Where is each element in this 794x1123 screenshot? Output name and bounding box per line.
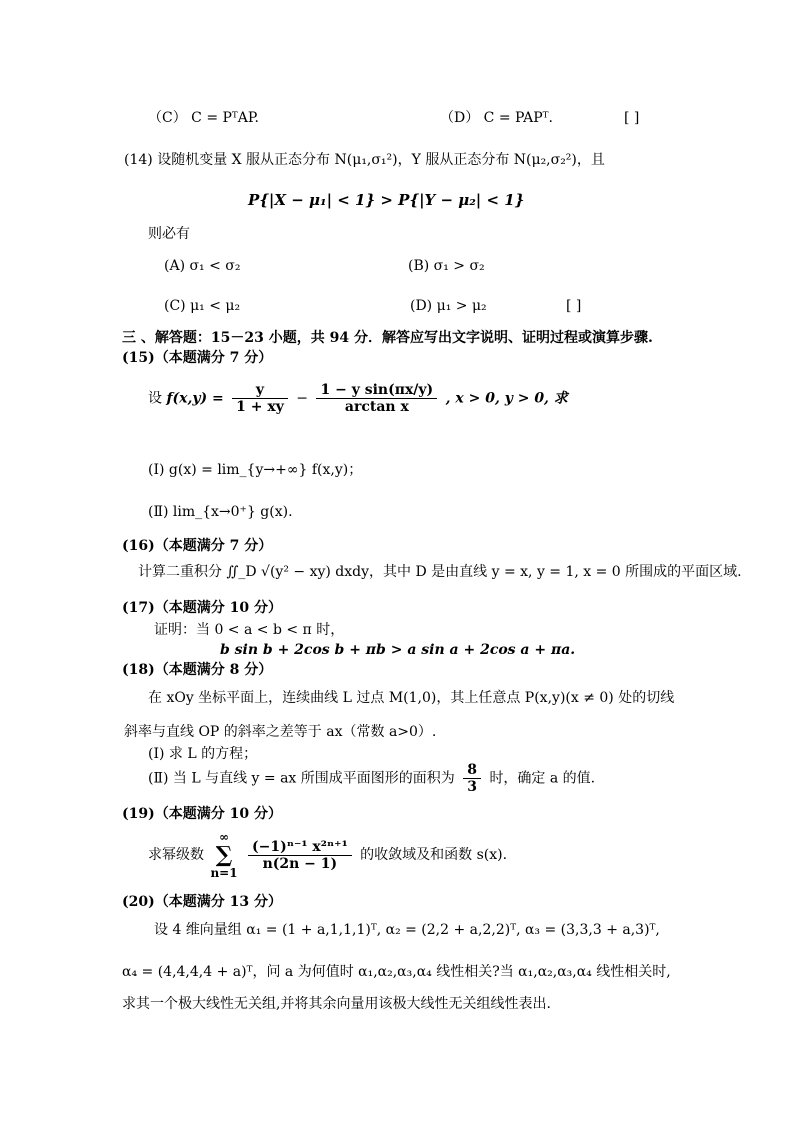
q14-answer-bracket: [ ] — [566, 298, 582, 314]
q18-line-1: 在 xOy 坐标平面上，连续曲线 L 过点 M(1,0)，其上任意点 P(x,y)(x ≠ 0) 处的切线 — [148, 690, 675, 706]
q20-title: (20)（本题满分 13 分） — [122, 894, 282, 910]
q14-formula: P{|X − μ₁| < 1} > P{|Y − μ₂| < 1} — [248, 191, 525, 209]
q18-title: (18)（本题满分 8 分） — [122, 662, 273, 678]
section-3-heading: 三 、解答题：15－23 小题，共 94 分．解答应写出文字说明、证明过程或演算步骤. — [122, 330, 653, 346]
q15-title: (15)（本题满分 7 分） — [122, 350, 273, 366]
q18-part-1: (Ⅰ) 求 L 的方程； — [148, 746, 258, 762]
q13-option-d: （D） C = PAPᵀ. — [440, 110, 554, 126]
q17-line-1: 证明：当 0 < a < b < π 时， — [154, 622, 345, 638]
q19-series-term: $\frac{\text{(−1)ⁿ⁻¹ x²ⁿ⁺¹}}{n(2n - 1)}$ — [248, 839, 352, 872]
q14-option-d: (D) μ₁ > μ₂ — [410, 298, 487, 314]
q20-line-3: 求其一个极大线性无关组,并将其余向量用该极大线性无关组线性表出. — [122, 996, 551, 1012]
q17-title: (17)（本题满分 10 分） — [122, 600, 282, 616]
q18-part-2: (Ⅱ) 当 L 与直线 y = ax 所围成平面图形的面积为 $\frac{8}{3}$ 时，确定 a 的值. — [148, 762, 596, 795]
q13-answer-bracket: [ ] — [624, 110, 640, 126]
q15-definition: 设 f(x,y) = $\frac{y}{1 + xy}$ − $\frac{\text{1 − y sin(πx/y)}}{\text{arctan x}}$ , x > 0, y > 0, 求 — [148, 382, 568, 415]
q19-title: (19)（本题满分 10 分） — [122, 806, 282, 822]
q14-stem: (14) 设随机变量 X 服从正态分布 N(μ₁,σ₁²)，Y 服从正态分布 N(μ₂,σ₂²)，且 — [124, 152, 605, 168]
q17-inequality: b sin b + 2cos b + πb > a sin a + 2cos a + πa. — [220, 642, 576, 658]
q18-area-fraction: $\frac{8}{3}$ — [463, 762, 481, 795]
q19-text: 求幂级数 ∞ ∑ n=1 $\frac{\text{(−1)ⁿ⁻¹ x²ⁿ⁺¹}}{n(2n - 1)}$ 的收敛域及和函数 s(x). — [148, 830, 508, 880]
q15-part-1: (Ⅰ) g(x) = lim_{y→+∞} f(x,y)； — [148, 462, 363, 478]
q14-option-a: (A) σ₁ < σ₂ — [164, 258, 241, 274]
q20-line-1: 设 4 维向量组 α₁ = (1 + a,1,1,1)ᵀ, α₂ = (2,2 + a,2,2)ᵀ, α₃ = (3,3,3 + a,3)ᵀ, — [154, 922, 660, 938]
q15-fraction-1: $\frac{y}{1 + xy}$ — [232, 382, 288, 415]
q20-line-2: α₄ = (4,4,4,4 + a)ᵀ，问 a 为何值时 α₁,α₂,α₃,α₄ 线性相关?当 α₁,α₂,α₃,α₄ 线性相关时, — [122, 964, 671, 980]
q14-option-c: (C) μ₁ < μ₂ — [164, 298, 241, 314]
q18-line-2: 斜率与直线 OP 的斜率之差等于 ax（常数 a>0）. — [124, 724, 437, 740]
q19-sum-symbol: ∞ ∑ n=1 — [210, 830, 238, 880]
q14-lead: 则必有 — [148, 226, 190, 242]
q14-option-b: (B) σ₁ > σ₂ — [408, 258, 485, 274]
q13-option-c: （C） C = PᵀAP. — [148, 110, 259, 126]
q15-part-2: (Ⅱ) lim_{x→0⁺} g(x). — [148, 504, 293, 520]
q16-title: (16)（本题满分 7 分） — [122, 538, 273, 554]
q15-fraction-2: $\frac{\text{1 − y sin(πx/y)}}{\text{arctan x}}$ — [316, 382, 437, 415]
q16-text: 计算二重积分 ∬_D √(y² − xy) dxdy，其中 D 是由直线 y = x, y = 1, x = 0 所围成的平面区域. — [138, 564, 742, 580]
